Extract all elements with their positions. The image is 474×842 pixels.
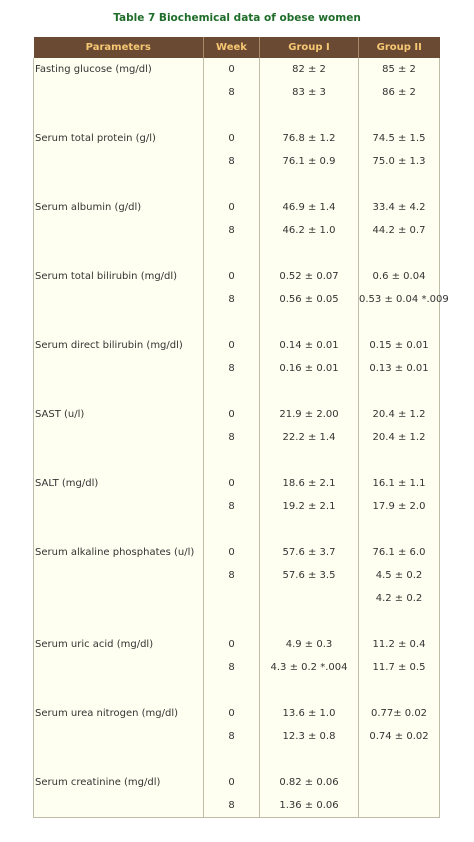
group-2-cell: 4.5 ± 0.2 (359, 564, 440, 587)
week-cell: 0 (204, 633, 260, 656)
empty-cell (204, 380, 260, 403)
week-cell: 8 (204, 564, 260, 587)
group-2-cell: 0.13 ± 0.01 (359, 357, 440, 380)
week-cell: 8 (204, 725, 260, 748)
table-row (34, 150, 440, 173)
week-cell: 0 (204, 58, 260, 81)
group-2-cell: 11.2 ± 0.4 (359, 633, 440, 656)
week-cell: 0 (204, 702, 260, 725)
parameter-cell: Serum albumin (g/dl) (34, 196, 204, 219)
table-row (34, 495, 440, 518)
parameter-cell (34, 150, 204, 173)
week-cell: 0 (204, 771, 260, 794)
group-2-cell: 74.5 ± 1.5 (359, 127, 440, 150)
week-cell: 8 (204, 81, 260, 104)
parameter-cell (34, 564, 204, 587)
group-2-cell: 17.9 ± 2.0 (359, 495, 440, 518)
spacer-row (34, 610, 440, 633)
week-cell: 8 (204, 288, 260, 311)
spacer-row (34, 449, 440, 472)
group-2-cell: 86 ± 2 (359, 81, 440, 104)
week-cell: 8 (204, 150, 260, 173)
table-row (34, 403, 440, 426)
group-2-cell: 0.77± 0.02 (359, 702, 440, 725)
parameter-cell (34, 656, 204, 679)
empty-cell (204, 610, 260, 633)
header-week: Week (204, 37, 260, 58)
group-2-cell: 33.4 ± 4.2 (359, 196, 440, 219)
parameter-cell (34, 587, 204, 610)
parameter-cell (34, 219, 204, 242)
table-row (34, 771, 440, 794)
parameter-cell: Serum urea nitrogen (mg/dl) (34, 702, 204, 725)
parameter-cell: Serum creatinine (mg/dl) (34, 771, 204, 794)
table-row (34, 725, 440, 748)
week-cell: 0 (204, 541, 260, 564)
group-1-cell: 18.6 ± 2.1 (260, 472, 359, 495)
group-1-cell: 0.56 ± 0.05 (260, 288, 359, 311)
group-2-cell: 0.53 ± 0.04 *.009 (359, 288, 440, 311)
parameter-cell: Serum uric acid (mg/dl) (34, 633, 204, 656)
week-cell: 8 (204, 794, 260, 818)
parameter-cell: Serum total bilirubin (mg/dl) (34, 265, 204, 288)
group-1-cell: 76.8 ± 1.2 (260, 127, 359, 150)
parameter-cell: SALT (mg/dl) (34, 472, 204, 495)
week-cell: 8 (204, 426, 260, 449)
group-2-cell: 0.6 ± 0.04 (359, 265, 440, 288)
empty-cell (359, 610, 440, 633)
empty-cell (359, 311, 440, 334)
table-row (34, 541, 440, 564)
table-row (34, 472, 440, 495)
week-cell: 0 (204, 334, 260, 357)
header-parameters: Parameters (34, 37, 204, 58)
group-2-cell: 20.4 ± 1.2 (359, 403, 440, 426)
spacer-row (34, 104, 440, 127)
group-1-cell: 22.2 ± 1.4 (260, 426, 359, 449)
table-row (34, 58, 440, 81)
group-1-cell: 0.82 ± 0.06 (260, 771, 359, 794)
group-1-cell: 46.9 ± 1.4 (260, 196, 359, 219)
group-1-cell: 83 ± 3 (260, 81, 359, 104)
group-2-cell: 0.74 ± 0.02 (359, 725, 440, 748)
group-1-cell: 4.3 ± 0.2 *.004 (260, 656, 359, 679)
table-row (34, 794, 440, 818)
empty-cell (359, 380, 440, 403)
table-body (34, 58, 449, 818)
spacer-row (34, 380, 440, 403)
spacer-row (34, 173, 440, 196)
group-1-cell: 13.6 ± 1.0 (260, 702, 359, 725)
group-2-cell: 75.0 ± 1.3 (359, 150, 440, 173)
empty-cell (34, 104, 204, 127)
group-1-cell (260, 587, 359, 610)
group-1-cell: 21.9 ± 2.00 (260, 403, 359, 426)
group-1-cell: 19.2 ± 2.1 (260, 495, 359, 518)
table-row (34, 587, 440, 610)
table-row (34, 196, 440, 219)
empty-cell (260, 449, 359, 472)
table-row (34, 265, 440, 288)
group-1-cell: 46.2 ± 1.0 (260, 219, 359, 242)
table-row (34, 334, 440, 357)
week-cell: 8 (204, 219, 260, 242)
table-row (34, 426, 440, 449)
table-row (34, 564, 440, 587)
empty-cell (204, 311, 260, 334)
parameter-cell (34, 288, 204, 311)
empty-cell (34, 173, 204, 196)
table-title: Table 7 Biochemical data of obese women (113, 12, 361, 24)
empty-cell (34, 518, 204, 541)
empty-cell (34, 748, 204, 771)
empty-cell (359, 173, 440, 196)
parameter-cell (34, 81, 204, 104)
empty-cell (260, 679, 359, 702)
spacer-row (34, 311, 440, 334)
empty-cell (260, 748, 359, 771)
empty-cell (34, 380, 204, 403)
empty-cell (34, 449, 204, 472)
empty-cell (260, 173, 359, 196)
group-1-cell: 76.1 ± 0.9 (260, 150, 359, 173)
empty-cell (204, 242, 260, 265)
table-row (34, 633, 440, 656)
empty-cell (359, 242, 440, 265)
parameter-cell: SAST (u/l) (34, 403, 204, 426)
empty-cell (359, 449, 440, 472)
biochemical-data-table (33, 37, 449, 818)
spacer-row (34, 518, 440, 541)
empty-cell (34, 610, 204, 633)
header-group-1: Group I (260, 37, 359, 58)
group-1-cell: 4.9 ± 0.3 (260, 633, 359, 656)
table-row (34, 81, 440, 104)
group-1-cell: 82 ± 2 (260, 58, 359, 81)
empty-cell (260, 610, 359, 633)
spacer-row (34, 679, 440, 702)
group-2-cell: 11.7 ± 0.5 (359, 656, 440, 679)
empty-cell (204, 104, 260, 127)
week-cell: 0 (204, 472, 260, 495)
table-row (34, 288, 440, 311)
group-2-cell: 16.1 ± 1.1 (359, 472, 440, 495)
group-2-cell: 0.15 ± 0.01 (359, 334, 440, 357)
group-2-cell (359, 794, 440, 818)
empty-cell (260, 380, 359, 403)
empty-cell (359, 518, 440, 541)
empty-cell (359, 104, 440, 127)
empty-cell (204, 449, 260, 472)
empty-cell (260, 518, 359, 541)
parameter-cell (34, 794, 204, 818)
empty-cell (204, 173, 260, 196)
spacer-row (34, 748, 440, 771)
empty-cell (204, 679, 260, 702)
parameter-cell: Serum direct bilirubin (mg/dl) (34, 334, 204, 357)
table-row (34, 702, 440, 725)
empty-cell (204, 518, 260, 541)
group-2-cell: 44.2 ± 0.7 (359, 219, 440, 242)
group-1-cell: 0.14 ± 0.01 (260, 334, 359, 357)
group-1-cell: 0.16 ± 0.01 (260, 357, 359, 380)
header-group-2: Group II (359, 37, 440, 58)
empty-cell (34, 311, 204, 334)
week-cell: 0 (204, 265, 260, 288)
parameter-cell (34, 725, 204, 748)
week-cell: 8 (204, 656, 260, 679)
parameter-cell: Serum alkaline phosphates (u/l) (34, 541, 204, 564)
empty-cell (260, 242, 359, 265)
group-2-cell: 76.1 ± 6.0 (359, 541, 440, 564)
group-1-cell: 57.6 ± 3.7 (260, 541, 359, 564)
parameter-cell (34, 426, 204, 449)
empty-cell (34, 242, 204, 265)
table-row (34, 219, 440, 242)
week-cell (204, 587, 260, 610)
empty-cell (359, 679, 440, 702)
week-cell: 0 (204, 196, 260, 219)
empty-cell (359, 748, 440, 771)
parameter-cell (34, 495, 204, 518)
empty-cell (34, 679, 204, 702)
group-2-cell (359, 771, 440, 794)
empty-cell (260, 104, 359, 127)
group-1-cell: 12.3 ± 0.8 (260, 725, 359, 748)
group-2-cell: 20.4 ± 1.2 (359, 426, 440, 449)
parameter-cell: Fasting glucose (mg/dl) (34, 58, 204, 81)
table-row (34, 656, 440, 679)
week-cell: 8 (204, 495, 260, 518)
empty-cell (260, 311, 359, 334)
table-row (34, 357, 440, 380)
group-2-cell: 85 ± 2 (359, 58, 440, 81)
week-cell: 0 (204, 127, 260, 150)
group-2-cell: 4.2 ± 0.2 (359, 587, 440, 610)
week-cell: 0 (204, 403, 260, 426)
empty-cell (204, 748, 260, 771)
group-1-cell: 57.6 ± 3.5 (260, 564, 359, 587)
parameter-cell (34, 357, 204, 380)
table-row (34, 127, 440, 150)
parameter-cell: Serum total protein (g/l) (34, 127, 204, 150)
group-1-cell: 1.36 ± 0.06 (260, 794, 359, 818)
week-cell: 8 (204, 357, 260, 380)
spacer-row (34, 242, 440, 265)
header-row (34, 37, 440, 58)
group-1-cell: 0.52 ± 0.07 (260, 265, 359, 288)
